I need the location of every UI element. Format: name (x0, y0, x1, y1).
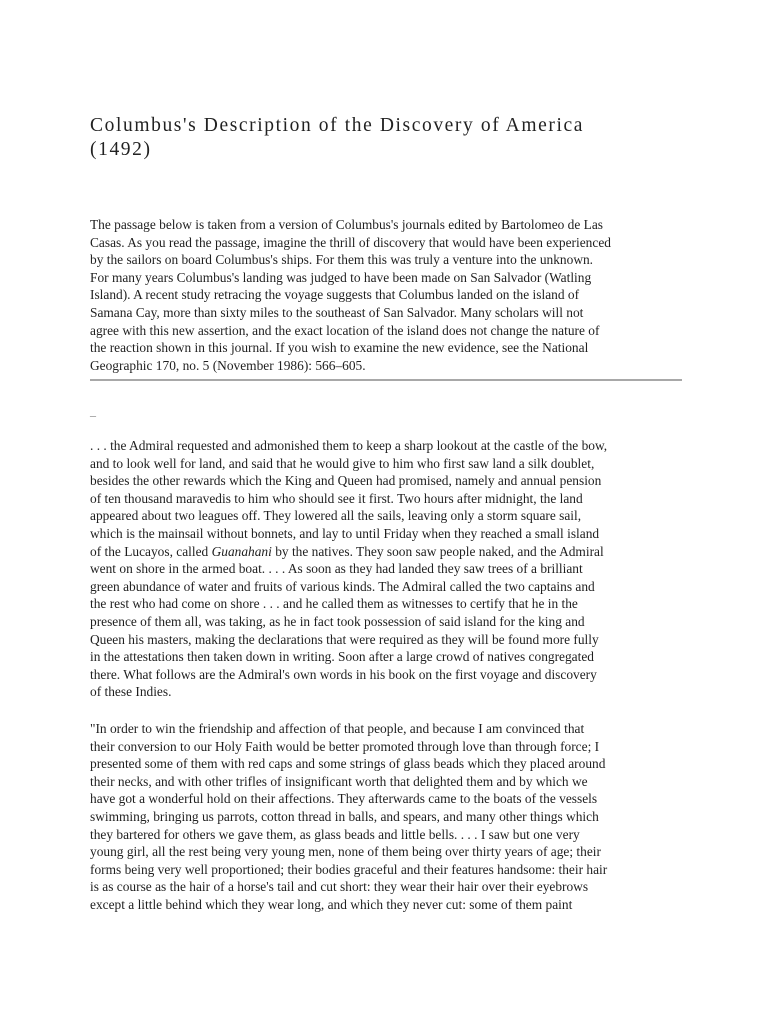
intro-line: For many years Columbus's landing was judged to have been made on San Salvador (Watling (90, 269, 592, 285)
body-line: have got a wonderful hold on their affections. They afterwards came to the boats of the vessels (90, 791, 598, 807)
body-line: went on shore in the armed boat. . . . As soon as they had landed they saw trees of a brilliant (90, 561, 583, 577)
body-line: is as course as the hair of a horse's tail and cut short: they wear their hair over their eyebrows (90, 879, 589, 895)
body-line-with-italic (90, 543, 682, 561)
intro-line: Casas. As you read the passage, imagine the thrill of discovery that would have been experienced (90, 234, 611, 250)
intro-line: Geographic 170, no. 5 (November 1986): 566–605. (90, 357, 366, 373)
intro-line: The passage below is taken from a version of Columbus's journals edited by Bartolomeo de Las (90, 217, 604, 232)
intro-line: Island). A recent study retracing the voyage suggests that Columbus landed on the island of (90, 287, 580, 303)
body-line: swimming, bringing us parrots, cotton thread in balls, and spears, and many other things which (90, 808, 599, 824)
intro-line: by the sailors on board Columbus's ships. For them this was truly a venture into the unknown. (90, 252, 594, 268)
body-line: forms being very well proportioned; their bodies graceful and their features handsome: their hair (90, 861, 608, 877)
body-line: which is the mainsail without bonnets, and lay to until Friday when they reached a small island (90, 525, 600, 541)
title-line: Columbus's Description of the Discovery of America (90, 115, 585, 136)
body-line: the rest who had come on shore . . . and he called them as witnesses to certify that he in the (90, 596, 578, 612)
body-line: there. What follows are the Admiral's own words in his book on the first voyage and discovery (90, 666, 597, 682)
body-line: presence of them all, was taking, as he in fact took possession of said island for the king and (90, 613, 585, 629)
body-line: besides the other rewards which the King and Queen had promised, namely and annual pension (90, 473, 602, 489)
document-title (90, 114, 682, 162)
title-line: (1492) (90, 139, 152, 160)
body-text: by the natives. They soon saw people naked, and the Admiral (271, 543, 604, 559)
intro-line: the reaction shown in this journal. If you wish to examine the new evidence, see the National (90, 340, 589, 356)
body-line: of ten thousand maravedis to him who should see it first. Two hours after midnight, the land (90, 490, 583, 506)
separator-mark: _ (90, 404, 96, 418)
body-line: presented some of them with red caps and some strings of glass beads which they placed around (90, 756, 606, 772)
body-line: appeared about two leagues off. They lowered all the sails, leaving only a storm square sail, (90, 508, 582, 524)
body-line: "In order to win the friendship and affection of that people, and because I am convinced that (90, 721, 585, 736)
body-line: their conversion to our Holy Faith would be better promoted through love than through force; I (90, 738, 600, 754)
body-line: . . . the Admiral requested and admonished them to keep a sharp lookout at the castle of the bow, (90, 438, 608, 453)
intro-line: Samana Cay, more than sixty miles to the southeast of San Salvador. Many scholars will not (90, 304, 584, 320)
body-paragraph-1 (90, 437, 682, 701)
body-line: green abundance of water and fruits of various kinds. The Admiral called the two captains and (90, 578, 595, 594)
body-line: young girl, all the rest being very young men, none of them being over thirty years of age; their (90, 844, 601, 860)
body-line: except a little behind which they wear long, and which they never cut: some of them paint (90, 896, 573, 912)
italic-place-name: Guanahani (211, 543, 272, 559)
intro-line: agree with this new assertion, and the exact location of the island does not change the nature of (90, 322, 600, 338)
body-line: of these Indies. (90, 684, 172, 700)
body-line: and to look well for land, and said that he would give to him who first saw land a silk doublet, (90, 455, 595, 471)
body-line: Queen his masters, making the declarations that were required as they will be found more fully (90, 631, 599, 647)
body-line: their necks, and with other trifles of insignificant worth that delighted them and by which we (90, 773, 588, 789)
intro-paragraph (90, 216, 682, 374)
horizontal-divider (90, 379, 682, 381)
body-paragraph-2 (90, 720, 682, 914)
body-text: of the Lucayos, called (90, 543, 212, 559)
body-line: they bartered for others we gave them, as glass beads and little bells. . . . I saw but one very (90, 826, 580, 842)
body-line: in the attestations then taken down in writing. Soon after a large crowd of natives congregated (90, 649, 594, 665)
